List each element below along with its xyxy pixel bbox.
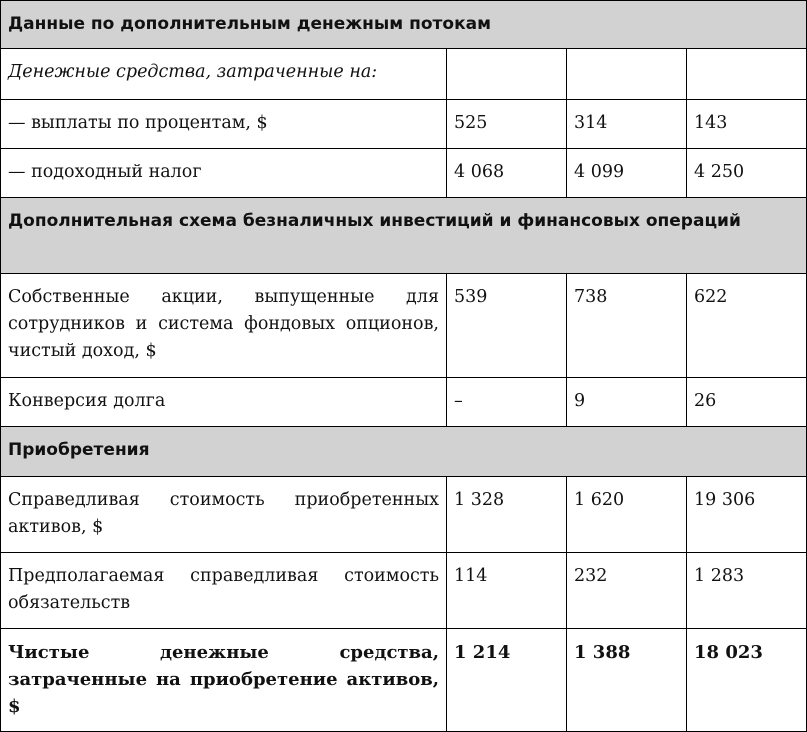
row-label: — подоходный налог [1,149,447,198]
row-label: Денежные средства, затраченные на: [1,49,447,100]
value-cell: 4 099 [567,149,687,198]
value-cell: 525 [447,100,567,149]
section-header-supplemental-cash-flow [1,1,807,49]
value-cell: 314 [567,100,687,149]
section-header-acquisitions [1,427,807,477]
value-cell: 4 250 [687,149,807,198]
value-cell: 1 388 [567,629,687,732]
value-cell: 18 023 [687,629,807,732]
table-row-net-cash-acquisitions [1,629,807,732]
table-row-fair-value-assets [1,477,807,553]
value-cell [687,49,807,100]
value-cell: 19 306 [687,477,807,553]
table-row-employee-shares [1,274,807,378]
value-cell: 1 283 [687,553,807,629]
table-row-income-tax [1,149,807,198]
row-label: Чистые денежные средства, затраченные на приобретение активов, $ [1,629,447,732]
value-cell [447,49,567,100]
value-cell: 114 [447,553,567,629]
value-cell: 26 [687,378,807,427]
row-label: Предполагаемая справедливая стоимость обязательств [1,553,447,629]
table-row-fair-value-liabilities [1,553,807,629]
section-title: Приобретения [1,427,807,477]
value-cell: 4 068 [447,149,567,198]
row-label: Конверсия долга [1,378,447,427]
value-cell: 232 [567,553,687,629]
row-label: Справедливая стоимость приобретенных активов, $ [1,477,447,553]
value-cell: 622 [687,274,807,378]
table-row-debt-conversion [1,378,807,427]
row-label: — выплаты по процентам, $ [1,100,447,149]
section-header-noncash-investing [1,198,807,274]
value-cell [567,49,687,100]
section-title: Данные по дополнительным денежным потокам [1,1,807,49]
row-label: Собственные акции, выпущенные для сотрудников и система фондовых опционов, чистый доход, $ [1,274,447,378]
section-title: Дополнительная схема безналичных инвестиций и финансовых операций [1,198,807,274]
value-cell: 738 [567,274,687,378]
value-cell: 1 328 [447,477,567,553]
value-cell: 1 214 [447,629,567,732]
table-row-interest-payments [1,100,807,149]
value-cell: – [447,378,567,427]
value-cell: 1 620 [567,477,687,553]
value-cell: 9 [567,378,687,427]
value-cell: 143 [687,100,807,149]
table-row-cash-spent-on [1,49,807,100]
value-cell: 539 [447,274,567,378]
